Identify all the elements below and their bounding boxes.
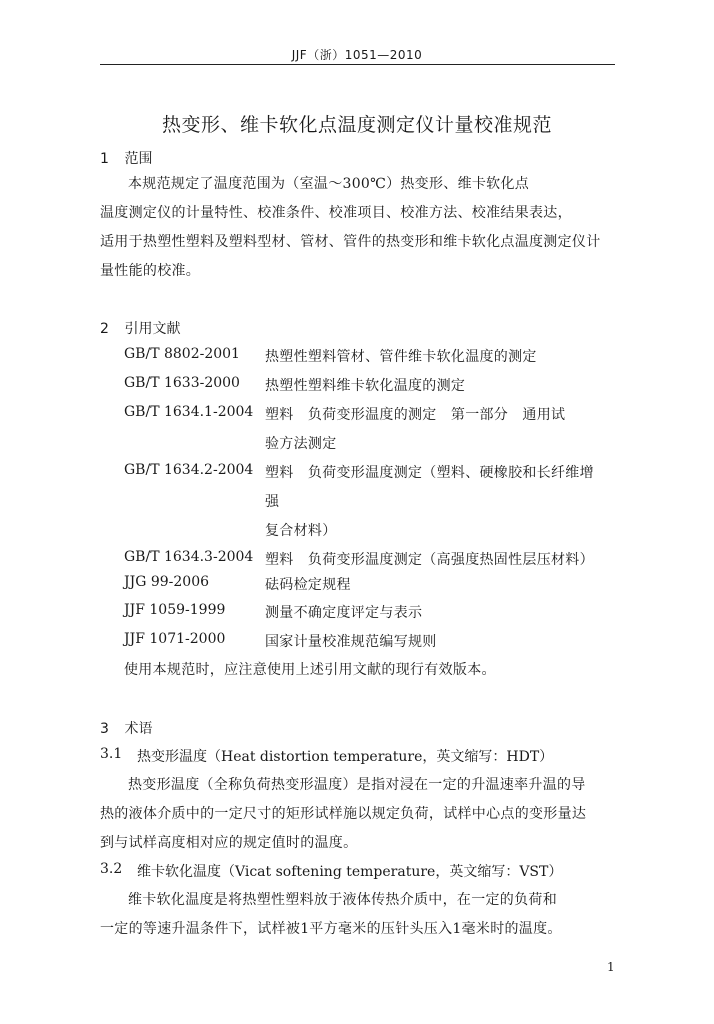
reference-title: 塑料 负荷变形温度测定（高强度热固性层压材料） xyxy=(265,552,594,568)
reference-title: 砝码检定规程 xyxy=(265,577,351,593)
reference-title: 塑料 负荷变形温度的测定 第一部分 通用试 xyxy=(265,407,566,423)
reference-title: 测量不确定度评定与表示 xyxy=(265,605,423,621)
reference-title: 国家计量校准规范编写规则 xyxy=(265,634,437,650)
reference-code: GB/T 1634.1-2004 xyxy=(124,404,254,420)
term-line: 一定的等速升温条件下，试样被1平方毫米的压针头压入1毫米时的温度。 xyxy=(100,921,562,937)
term-heading: 热变形温度（Heat distortion temperature，英文缩写：HDT） xyxy=(137,749,554,765)
term-line: 热的液体介质中的一定尺寸的矩形试样施以规定负荷，试样中心点的变形量达 xyxy=(100,806,587,822)
section-heading-references xyxy=(100,318,180,338)
references-note: 使用本规范时，应注意使用上述引用文献的现行有效版本。 xyxy=(124,662,496,678)
section-number: 1 xyxy=(100,151,109,167)
reference-title: 塑料 负荷变形温度测定（塑料、硬橡胶和长纤维增 xyxy=(265,465,594,481)
term-heading: 维卡软化温度（Vicat softening temperature，英文缩写：VST） xyxy=(137,864,563,880)
scope-line-4: 量性能的校准。 xyxy=(100,263,201,279)
section-heading-terms xyxy=(100,718,152,738)
term-number: 3.1 xyxy=(100,746,123,762)
reference-code: JJF 1059-1999 xyxy=(124,602,226,618)
reference-code: JJG 99-2006 xyxy=(124,574,210,590)
header-rule xyxy=(100,64,615,65)
reference-code: GB/T 1633-2000 xyxy=(124,375,240,391)
reference-code: JJF 1071-2000 xyxy=(124,631,226,647)
reference-code: GB/T 8802-2001 xyxy=(124,346,240,362)
term-line: 维卡软化温度是将热塑性塑料放于液体传热介质中，在一定的负荷和 xyxy=(128,892,557,908)
section-title: 引用文献 xyxy=(124,321,181,337)
scope-line-2: 温度测定仪的计量特性、校准条件、校准项目、校准方法、校准结果表达， xyxy=(100,205,572,221)
page-number: 1 xyxy=(607,960,615,974)
reference-title: 热塑性塑料维卡软化温度的测定 xyxy=(265,378,466,394)
section-heading-scope xyxy=(100,148,152,168)
term-number: 3.2 xyxy=(100,861,123,877)
document-title: 热变形、维卡软化点温度测定仪计量校准规范 xyxy=(161,114,552,136)
reference-title: 热塑性塑料管材、管件维卡软化温度的测定 xyxy=(265,349,537,365)
scope-line-1: 本规范规定了温度范围为（室温～300℃）热变形、维卡软化点 xyxy=(128,176,530,192)
reference-code: GB/T 1634.3-2004 xyxy=(124,549,254,565)
section-title: 范围 xyxy=(124,151,153,167)
reference-title-continued: 验方法测定 xyxy=(265,436,337,452)
term-line: 到与试样高度相对应的规定值时的温度。 xyxy=(100,835,358,851)
term-line: 热变形温度（全称负荷热变形温度）是指对浸在一定的升温速率升温的导 xyxy=(128,777,586,793)
reference-code: GB/T 1634.2-2004 xyxy=(124,462,254,478)
running-header: JJF（浙）1051—2010 xyxy=(291,48,423,62)
section-number: 3 xyxy=(100,721,109,737)
section-number: 2 xyxy=(100,321,109,337)
reference-title-continued: 复合材料） xyxy=(265,523,337,539)
reference-title-continued: 强 xyxy=(265,494,280,510)
scope-line-3: 适用于热塑性塑料及塑料型材、管材、管件的热变形和维卡软化点温度测定仪计 xyxy=(100,234,601,250)
section-title: 术语 xyxy=(124,721,153,737)
